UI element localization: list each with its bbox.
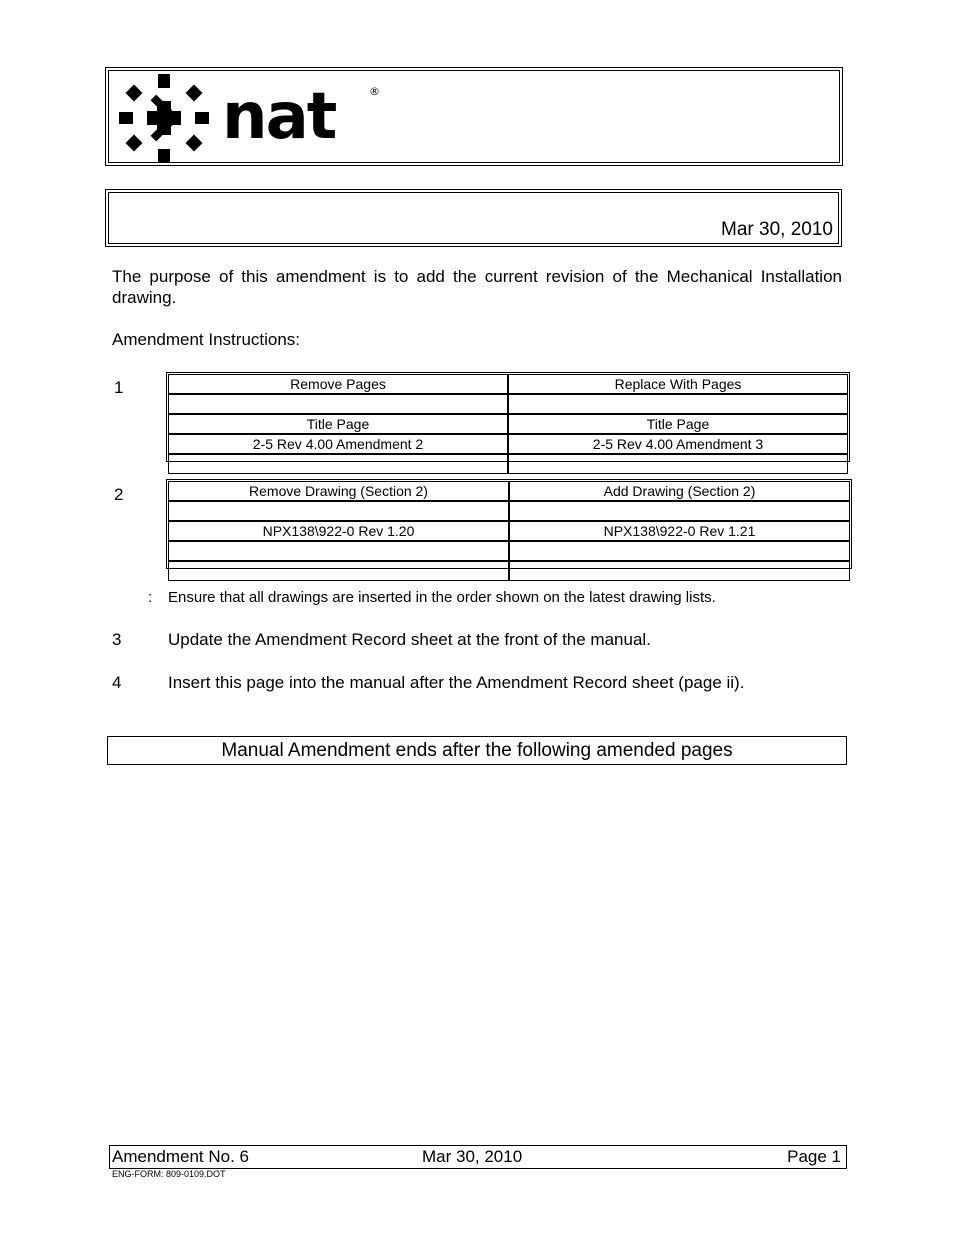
table-cell <box>509 541 850 561</box>
amendment-end-notice: Manual Amendment ends after the following amended pages <box>107 736 847 765</box>
step-3 <box>112 630 852 652</box>
table-cell: NPX138\922-0 Rev 1.20 <box>168 521 509 541</box>
table-header: Remove Drawing (Section 2) <box>168 481 509 501</box>
table-cell: NPX138\922-0 Rev 1.21 <box>509 521 850 541</box>
step-2-number: 2 <box>114 485 124 504</box>
step-2-table <box>166 479 852 569</box>
table-header: Replace With Pages <box>508 374 848 394</box>
table-header: Add Drawing (Section 2) <box>509 481 850 501</box>
header-date: Mar 30, 2010 <box>721 219 833 240</box>
step-1-table <box>166 372 850 462</box>
starburst-icon <box>119 74 209 163</box>
drawing-order-note <box>148 589 716 606</box>
table-cell <box>509 561 850 581</box>
date-box <box>105 189 842 247</box>
table-cell: Title Page <box>168 414 508 434</box>
form-code: ENG-FORM: 809-0109.DOT <box>112 1169 226 1179</box>
page-footer <box>109 1145 847 1169</box>
step-4 <box>112 673 852 695</box>
table-cell <box>168 561 509 581</box>
step-4-text: Insert this page into the manual after the Amendment Record sheet (page ii). <box>168 673 745 692</box>
nat-logo <box>116 71 386 165</box>
step-1-number: 1 <box>114 378 124 397</box>
table-cell <box>168 454 508 474</box>
footer-date: Mar 30, 2010 <box>422 1147 523 1166</box>
purpose-paragraph: The purpose of this amendment is to add the current revision of the Mechanical Installation drawing. <box>112 267 842 307</box>
footer-page: Page 1 <box>787 1147 841 1166</box>
step-4-number: 4 <box>112 673 122 692</box>
instructions-title: Amendment Instructions: <box>112 330 301 349</box>
table-cell <box>508 454 848 474</box>
table-cell: Title Page <box>508 414 848 434</box>
table-cell: 2-5 Rev 4.00 Amendment 3 <box>508 434 848 454</box>
logo-header-box <box>105 67 843 166</box>
table-cell <box>168 541 509 561</box>
step-3-number: 3 <box>112 630 122 649</box>
logo-wordmark: nat <box>222 80 336 154</box>
table-header: Remove Pages <box>168 374 508 394</box>
note-text: Ensure that all drawings are inserted in the order shown on the latest drawing lists. <box>168 589 716 606</box>
registered-mark: ® <box>369 85 380 98</box>
table-cell: 2-5 Rev 4.00 Amendment 2 <box>168 434 508 454</box>
footer-amendment: Amendment No. 6 <box>112 1147 250 1166</box>
step-3-text: Update the Amendment Record sheet at the front of the manual. <box>168 630 651 649</box>
note-prefix: : <box>148 589 153 606</box>
